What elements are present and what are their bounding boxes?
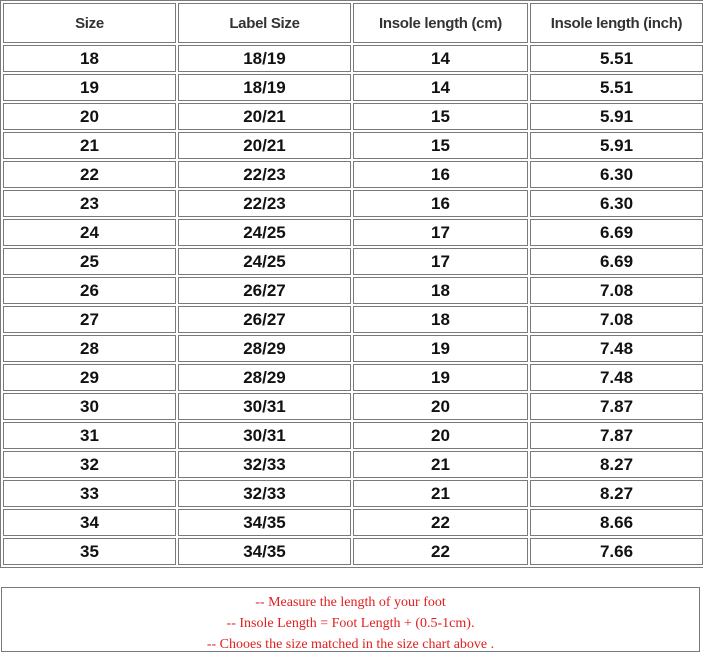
insole-cm-cell: 20 bbox=[353, 422, 528, 449]
insole-cm-cell: 22 bbox=[353, 509, 528, 536]
size-cell: 35 bbox=[3, 538, 176, 565]
insole-inch-cell: 7.08 bbox=[530, 306, 703, 333]
label-size-cell: 20/21 bbox=[178, 103, 351, 130]
table-row bbox=[3, 45, 703, 72]
table-row bbox=[3, 277, 703, 304]
size-cell: 26 bbox=[3, 277, 176, 304]
size-cell: 34 bbox=[3, 509, 176, 536]
note-insole-formula: -- Insole Length = Foot Length + (0.5-1cm). bbox=[226, 616, 475, 631]
insole-cm-cell: 17 bbox=[353, 248, 528, 275]
note-choose-size: -- Chooes the size matched in the size chart above . bbox=[206, 637, 495, 652]
insole-inch-cell: 5.51 bbox=[530, 74, 703, 101]
size-cell: 24 bbox=[3, 219, 176, 246]
column-header-size: Size bbox=[3, 3, 176, 43]
label-size-cell: 22/23 bbox=[178, 161, 351, 188]
table-row bbox=[3, 335, 703, 362]
label-size-cell: 28/29 bbox=[178, 335, 351, 362]
size-cell: 28 bbox=[3, 335, 176, 362]
label-size-cell: 30/31 bbox=[178, 422, 351, 449]
table-row bbox=[3, 480, 703, 507]
size-cell: 19 bbox=[3, 74, 176, 101]
insole-cm-cell: 14 bbox=[353, 74, 528, 101]
insole-inch-cell: 6.30 bbox=[530, 161, 703, 188]
insole-inch-cell: 5.91 bbox=[530, 103, 703, 130]
table-row bbox=[3, 538, 703, 565]
insole-cm-cell: 22 bbox=[353, 538, 528, 565]
table-row bbox=[3, 161, 703, 188]
size-cell: 20 bbox=[3, 103, 176, 130]
insole-cm-cell: 14 bbox=[353, 45, 528, 72]
size-cell: 29 bbox=[3, 364, 176, 391]
label-size-cell: 32/33 bbox=[178, 480, 351, 507]
insole-cm-cell: 21 bbox=[353, 451, 528, 478]
insole-inch-cell: 8.27 bbox=[530, 480, 703, 507]
size-cell: 33 bbox=[3, 480, 176, 507]
label-size-cell: 24/25 bbox=[178, 248, 351, 275]
insole-cm-cell: 21 bbox=[353, 480, 528, 507]
insole-cm-cell: 19 bbox=[353, 364, 528, 391]
insole-cm-cell: 16 bbox=[353, 190, 528, 217]
insole-inch-cell: 7.48 bbox=[530, 335, 703, 362]
table-row bbox=[3, 451, 703, 478]
insole-inch-cell: 5.91 bbox=[530, 132, 703, 159]
insole-cm-cell: 20 bbox=[353, 393, 528, 420]
label-size-cell: 34/35 bbox=[178, 538, 351, 565]
size-cell: 21 bbox=[3, 132, 176, 159]
insole-inch-cell: 7.87 bbox=[530, 393, 703, 420]
insole-cm-cell: 17 bbox=[353, 219, 528, 246]
label-size-cell: 34/35 bbox=[178, 509, 351, 536]
table-row bbox=[3, 306, 703, 333]
insole-inch-cell: 7.66 bbox=[530, 538, 703, 565]
insole-inch-cell: 6.69 bbox=[530, 248, 703, 275]
label-size-cell: 18/19 bbox=[178, 74, 351, 101]
insole-cm-cell: 19 bbox=[353, 335, 528, 362]
label-size-cell: 30/31 bbox=[178, 393, 351, 420]
size-cell: 22 bbox=[3, 161, 176, 188]
insole-inch-cell: 7.87 bbox=[530, 422, 703, 449]
size-cell: 23 bbox=[3, 190, 176, 217]
label-size-cell: 26/27 bbox=[178, 277, 351, 304]
table-row bbox=[3, 190, 703, 217]
insole-cm-cell: 16 bbox=[353, 161, 528, 188]
size-cell: 18 bbox=[3, 45, 176, 72]
column-header-label-size: Label Size bbox=[178, 3, 351, 43]
label-size-cell: 26/27 bbox=[178, 306, 351, 333]
table-row bbox=[3, 393, 703, 420]
insole-inch-cell: 8.66 bbox=[530, 509, 703, 536]
insole-inch-cell: 8.27 bbox=[530, 451, 703, 478]
insole-cm-cell: 15 bbox=[353, 132, 528, 159]
table-row bbox=[3, 509, 703, 536]
label-size-cell: 18/19 bbox=[178, 45, 351, 72]
size-cell: 30 bbox=[3, 393, 176, 420]
label-size-cell: 20/21 bbox=[178, 132, 351, 159]
size-cell: 31 bbox=[3, 422, 176, 449]
label-size-cell: 28/29 bbox=[178, 364, 351, 391]
insole-inch-cell: 7.08 bbox=[530, 277, 703, 304]
column-header-insole-inch: Insole length (inch) bbox=[530, 3, 703, 43]
label-size-cell: 22/23 bbox=[178, 190, 351, 217]
column-header-insole-cm: Insole length (cm) bbox=[353, 3, 528, 43]
label-size-cell: 32/33 bbox=[178, 451, 351, 478]
measurement-notes bbox=[1, 587, 700, 652]
table-row bbox=[3, 364, 703, 391]
table-row bbox=[3, 219, 703, 246]
label-size-cell: 24/25 bbox=[178, 219, 351, 246]
table-row bbox=[3, 422, 703, 449]
table-row bbox=[3, 74, 703, 101]
table-row bbox=[3, 248, 703, 275]
insole-inch-cell: 5.51 bbox=[530, 45, 703, 72]
table-header-row bbox=[3, 3, 703, 43]
size-cell: 32 bbox=[3, 451, 176, 478]
insole-inch-cell: 7.48 bbox=[530, 364, 703, 391]
note-measure-foot: -- Measure the length of your foot bbox=[255, 595, 446, 610]
table-row bbox=[3, 103, 703, 130]
size-cell: 25 bbox=[3, 248, 176, 275]
insole-cm-cell: 18 bbox=[353, 306, 528, 333]
insole-cm-cell: 18 bbox=[353, 277, 528, 304]
insole-inch-cell: 6.30 bbox=[530, 190, 703, 217]
size-cell: 27 bbox=[3, 306, 176, 333]
table-row bbox=[3, 132, 703, 159]
insole-inch-cell: 6.69 bbox=[530, 219, 703, 246]
insole-cm-cell: 15 bbox=[353, 103, 528, 130]
